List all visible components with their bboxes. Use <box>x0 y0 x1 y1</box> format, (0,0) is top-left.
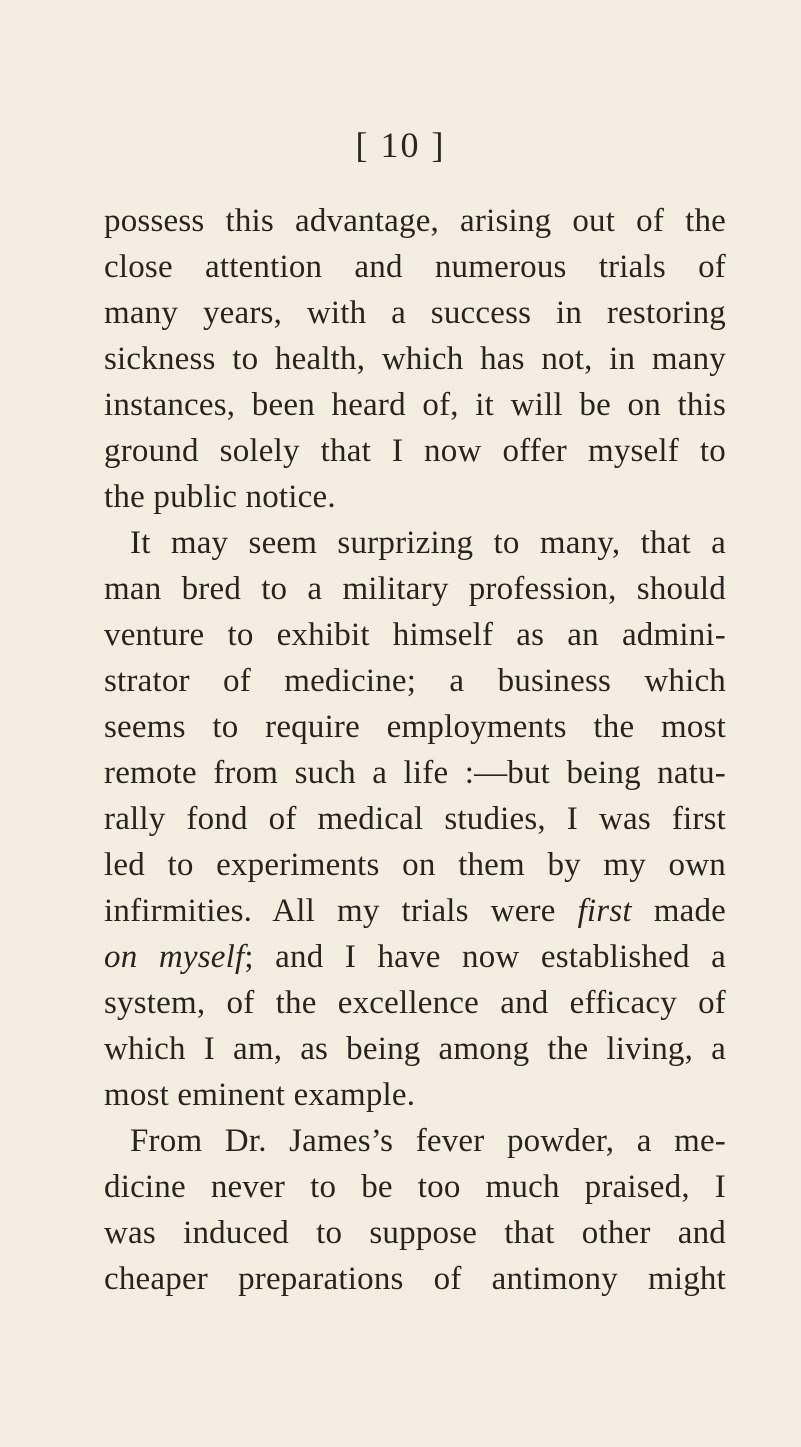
text-line <box>104 934 726 980</box>
text-line: which I am, as being among the living, a <box>104 1031 726 1067</box>
text-line: led to experiments on them by my own <box>104 847 726 883</box>
text-run: infirmities. All my trials were <box>104 893 578 929</box>
text-line: close attention and numerous trials of <box>104 249 726 285</box>
text-line: was induced to suppose that other and <box>104 1215 726 1251</box>
italic-text: first <box>577 893 632 929</box>
text-line: seems to require employments the most <box>104 709 726 745</box>
text-line: most eminent example. <box>104 1077 416 1113</box>
text-line: rally fond of medical studies, I was first <box>104 801 726 837</box>
text-line: dicine never to be too much praised, I <box>104 1169 726 1205</box>
body-text <box>104 198 726 1302</box>
paragraph-first-line: From Dr. James’s fever powder, a me- <box>130 1123 726 1159</box>
text-run: made <box>631 893 726 929</box>
text-line: strator of medicine; a business which <box>104 663 726 699</box>
italic-text: on myself <box>104 939 245 975</box>
text-line: remote from such a life :—but being natu- <box>104 755 726 791</box>
text-line: instances, been heard of, it will be on this <box>104 387 726 423</box>
text-line: possess this advantage, arising out of the <box>104 203 726 239</box>
text-line: system, of the excellence and efficacy of <box>104 985 726 1021</box>
text-line: man bred to a military profession, should <box>104 571 726 607</box>
page-number: [ 10 ] <box>355 125 446 165</box>
text-line: sickness to health, which has not, in many <box>104 341 726 377</box>
text-line <box>104 888 726 934</box>
text-line: many years, with a success in restoring <box>104 295 726 331</box>
text-line: ground solely that I now offer myself to <box>104 433 726 469</box>
text-line: the public notice. <box>104 479 336 515</box>
text-line: venture to exhibit himself as an admini- <box>104 617 726 653</box>
paragraph-first-line: It may seem surprizing to many, that a <box>130 525 726 561</box>
text-run: ; and I have now established a <box>244 939 726 975</box>
text-line: cheaper preparations of antimony might <box>104 1261 726 1297</box>
